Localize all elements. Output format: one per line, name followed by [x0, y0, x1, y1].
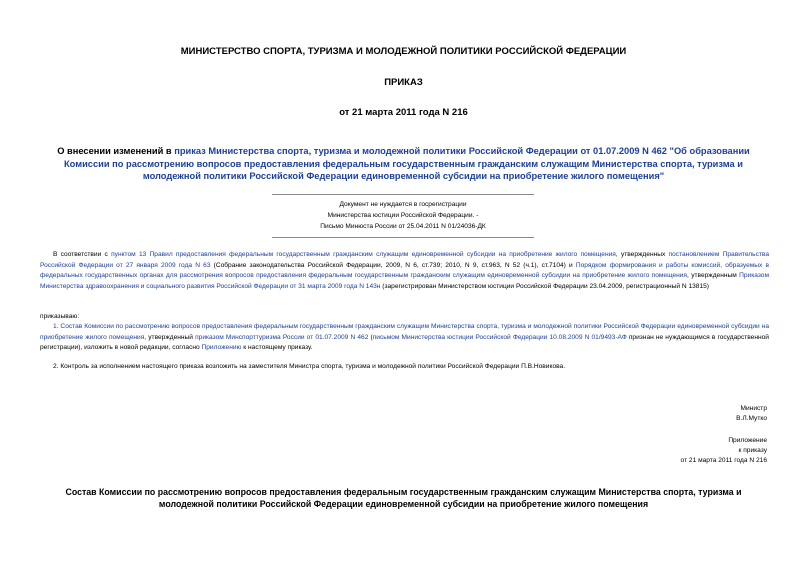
appendix-title: Состав Комиссии по рассмотрению вопросов предоставления федеральным государственным гражданским служащим Министерства спорта, туризма и молодежной политики Российской Федерации единовременной субсидии на приобретение жилого помещения: [65, 487, 742, 509]
item-1-text-3: признан не нуждающимся в государственной регистрации), изложить в новой редакции, согласно: [40, 333, 769, 351]
link-rules-point-13[interactable]: пунктом 13 Правил предоставления федеральным государственным гражданским служащим единовременной субсидии на приобретение жилого помещения: [111, 251, 616, 258]
link-minjust-letter[interactable]: письмом Министерства юстиции Российской Федерации 10.08.2009 N 01/9493-АФ: [372, 333, 627, 341]
doc-date-number: от 21 марта 2011 года N 216: [339, 107, 468, 118]
document-title: [40, 145, 767, 183]
note-line-2: Министерства юстиции Российской Федерации. -: [327, 212, 479, 219]
preamble-text-4: , утвержденным: [687, 272, 740, 279]
signature-position: Министр: [740, 405, 767, 412]
appendix-line-3: от 21 марта 2011 года N 216: [680, 457, 767, 464]
link-order-143n[interactable]: Приказом Министерства здравоохранения и социального развития Российской Федерации от 31 марта 2009 года N 143н: [40, 272, 769, 290]
registration-note: [272, 194, 534, 238]
preamble-text-5: (зарегистрирован Министерством юстиции Российской Федерации 23.04.2009, регистрационный N 13815): [380, 282, 710, 290]
item-1-text-4: к настоящему приказу.: [241, 344, 313, 351]
item-1-paragraph: [40, 322, 769, 354]
note-line-3: Письмо Минюста России от 25.04.2011 N 01/24036-ДК: [320, 223, 486, 230]
link-order-462[interactable]: приказом Минспорттуризма России от 01.07.2009 N 462: [195, 333, 369, 341]
item-2-paragraph: 2. Контроль за исполнением настоящего приказа возложить на заместителя Министра спорта, туризма и молодежной политики Российской Федерации П.В.Новикова.: [53, 363, 566, 370]
doc-type-heading: ПРИКАЗ: [384, 77, 423, 88]
title-prefix: О внесении изменений в: [57, 146, 175, 156]
item-1-text-1: , утвержденный: [144, 333, 196, 341]
preamble-text-2: , утвержденных: [615, 251, 669, 258]
appendix-line-1: Приложение: [728, 437, 767, 444]
link-appendix[interactable]: Приложению: [201, 344, 242, 351]
preamble-paragraph: [40, 250, 769, 292]
link-commission-composition[interactable]: 1. Состав Комиссии по рассмотрению вопросов предоставления федеральным государственным гражданским служащим Министерства спорта, туризма и молодежной политики Российской Федерации единовременной субсидии на приобретение жилого помещения: [40, 323, 769, 341]
signature-name: В.Л.Мутко: [736, 415, 767, 422]
note-line-1: Документ не нуждается в госрегистрации: [339, 201, 467, 208]
preamble-text-3: (Собрание законодательства Российской Федерации, 2009, N 6, ст.739; 2010, N 9, ст.963, N 52 (ч.1), ст.7104) и: [210, 261, 576, 269]
ministry-heading: МИНИСТЕРСТВО СПОРТА, ТУРИЗМА И МОЛОДЕЖНОЙ ПОЛИТИКИ РОССИЙСКОЙ ФЕДЕРАЦИИ: [180, 46, 627, 57]
link-government-decree-63[interactable]: постановлением Правительства Российской Федерации от 27 января 2009 года N 63: [40, 251, 769, 269]
signature-block: [736, 404, 767, 424]
item-1-text-2: (: [368, 333, 373, 341]
link-commission-procedure[interactable]: Порядком формирования и работы комиссий, образуемых в федеральных государственных органах для рассмотрения вопросов предоставления федеральным государственным гражданским служащим единовременной субсидии на приобретение жилого помещения: [40, 261, 769, 279]
order-word: приказываю:: [40, 313, 80, 320]
preamble-text-1: В соответствии с: [53, 251, 112, 258]
title-link-order-462[interactable]: приказ Министерства спорта, туризма и молодежной политики Российской Федерации от 01.07.2009 N 462 "Об образовании Комиссии по рассмотрению вопросов предоставления федеральным государственным гражданским служащим Министерства спорта, туризма и молодежной политики Российской Федерации единовременной субсидии на приобретение жилого помещения": [63, 146, 750, 181]
appendix-line-2: к приказу: [738, 447, 767, 454]
appendix-block: [681, 436, 767, 466]
